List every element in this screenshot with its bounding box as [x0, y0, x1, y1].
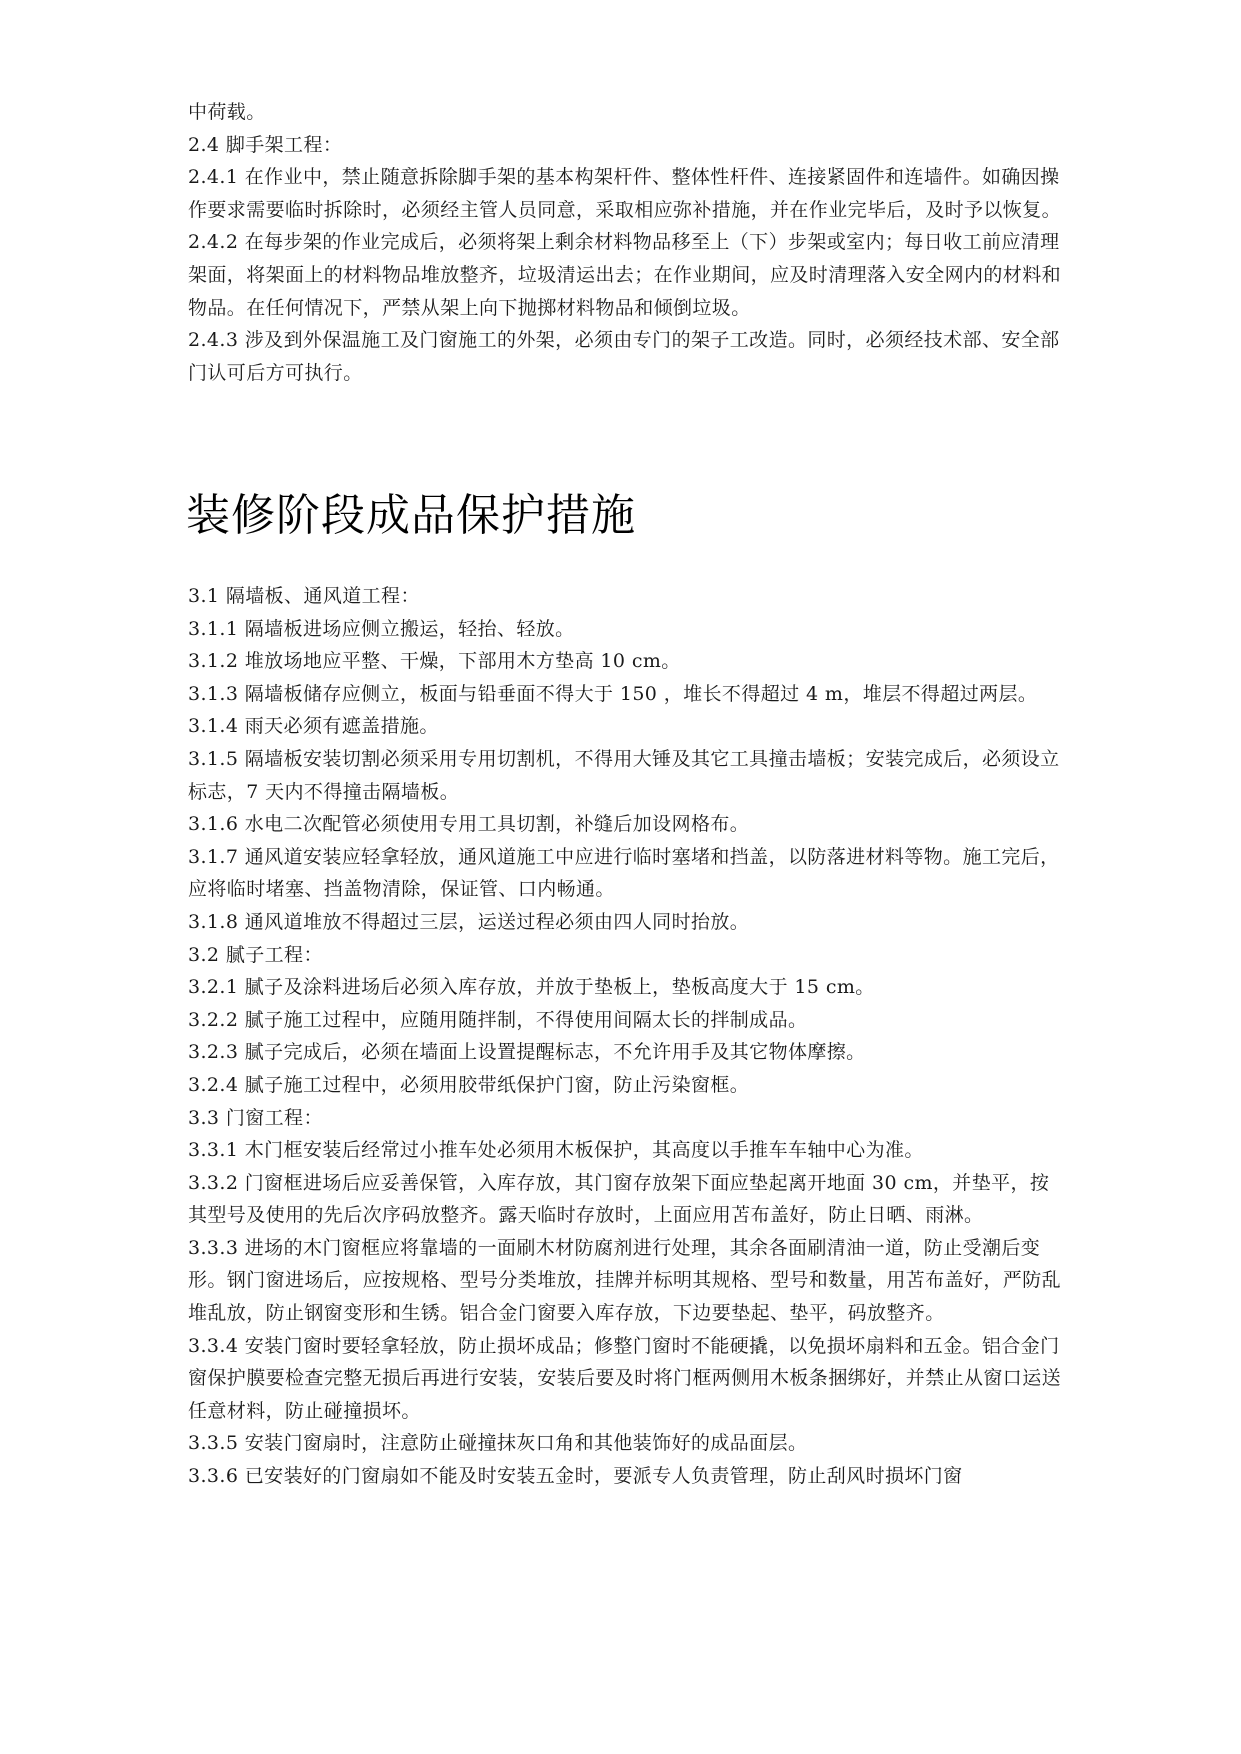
section-3-1-title: 3.1 隔墙板、通风道工程： [188, 585, 420, 607]
paragraph-3-3-6: 3.3.6 已安装好的门窗扇如不能及时安装五金时，要派专人负责管理，防止刮风时损坏门窗 [188, 1465, 963, 1488]
paragraph-3-1-5: 3.1.5 隔墙板安装切割必须采用专用切割机，不得用大锤及其它工具撞击墙板；安装完成后，必须设立标志，7 天内不得撞击隔墙板。 [188, 747, 1060, 803]
paragraph-3-1-8: 3.1.8 通风道堆放不得超过三层，运送过程必须由四人同时抬放。 [188, 910, 750, 933]
paragraph-3-3-3: 3.3.3 进场的木门窗框应将靠墙的一面刷木材防腐剂进行处理，其余各面刷清油一道，防止受潮后变形。钢门窗进场后，应按规格、型号分类堆放，挂牌并标明其规格、型号和数量，用苫布盖好，严防乱堆乱放，防止钢窗变形和生锈。铝合金门窗要入库存放，下边要垫起、垫平，码放整齐。 [188, 1236, 1062, 1325]
section-3-3-title: 3.3 门窗工程： [188, 1106, 323, 1129]
paragraph-3-1-6: 3.1.6 水电二次配管必须使用专用工具切割，补缝后加设网格布。 [188, 813, 750, 836]
paragraph-3-1-1: 3.1.1 隔墙板进场应侧立搬运，轻抬、轻放。 [188, 617, 575, 640]
section-2-4-title: 2.4 脚手架工程： [188, 133, 343, 156]
paragraph-2-4-1: 2.4.1 在作业中，禁止随意拆除脚手架的基本构架杆件、整体性杆件、连接紧固件和连墙件。如确因操作要求需要临时拆除时，必须经主管人员同意，采取相应弥补措施，并在作业完毕后，及时予以恢复。 [188, 166, 1062, 221]
paragraph-3-1-4: 3.1.4 雨天必须有遮盖措施。 [188, 715, 439, 738]
section-3-2-title: 3.2 腻子工程： [188, 943, 323, 966]
finishing-protection-section [188, 580, 1068, 1493]
scaffolding-section [188, 96, 1068, 389]
paragraph-3-2-2: 3.2.2 腻子施工过程中，应随用随拌制，不得使用间隔太长的拌制成品。 [188, 1008, 808, 1031]
paragraph-2-4-3: 2.4.3 涉及到外保温施工及门窗施工的外架，必须由专门的架子工改造。同时，必须经技术部、安全部门认可后方可执行。 [188, 329, 1060, 384]
section-heading: 装修阶段成品保护措施 [186, 490, 636, 541]
paragraph-3-1-7: 3.1.7 通风道安装应轻拿轻放，通风道施工中应进行临时塞堵和挡盖，以防落进材料等物。施工完后，应将临时堵塞、挡盖物清除，保证管、口内畅通。 [188, 845, 1060, 901]
paragraph-3-2-1: 3.2.1 腻子及涂料进场后必须入库存放，并放于垫板上，垫板高度大于 15 cm。 [188, 976, 875, 999]
paragraph-2-4-2: 2.4.2 在每步架的作业完成后，必须将架上剩余材料物品移至上（下）步架或室内；每日收工前应清理架面，将架面上的材料物品堆放整齐，垃圾清运出去；在作业期间，应及时清理落入安全网内的材料和物品。在任何情况下，严禁从架上向下抛掷材料物品和倾倒垃圾。 [188, 231, 1062, 319]
paragraph-3-1-2: 3.1.2 堆放场地应平整、干燥，下部用木方垫高 10 cm。 [188, 650, 681, 673]
paragraph-3-2-3: 3.2.3 腻子完成后，必须在墙面上设置提醒标志，不允许用手及其它物体摩擦。 [188, 1041, 866, 1064]
paragraph-3-3-5: 3.3.5 安装门窗扇时，注意防止碰撞抹灰口角和其他装饰好的成品面层。 [188, 1432, 808, 1455]
paragraph-3-3-4: 3.3.4 安装门窗时要轻拿轻放，防止损坏成品；修整门窗时不能硬撬，以免损坏扇料和五金。铝合金门窗保护膜要检查完整无损后再进行安装，安装后要及时将门框两侧用木板条捆绑好，并禁止从窗口运送任意材料，防止碰撞损坏。 [188, 1334, 1062, 1422]
paragraph-3-2-4: 3.2.4 腻子施工过程中，必须用胶带纸保护门窗，防止污染窗框。 [188, 1073, 750, 1096]
paragraph-3-1-3: 3.1.3 隔墙板储存应侧立，板面与铅垂面不得大于 150 ，堆长不得超过 4 m，堆层不得超过两层。 [188, 682, 1038, 705]
paragraph-3-3-2: 3.3.2 门窗框进场后应妥善保管，入库存放，其门窗存放架下面应垫起离开地面 30 cm，并垫平，按其型号及使用的先后次序码放整齐。露天临时存放时，上面应用苫布盖好，防止日晒、雨淋。 [188, 1171, 1050, 1227]
paragraph-3-3-1: 3.3.1 木门框安装后经常过小推车处必须用木板保护，其高度以手推车车轴中心为准。 [188, 1139, 924, 1162]
paragraph-load-end: 中荷载。 [188, 101, 266, 123]
